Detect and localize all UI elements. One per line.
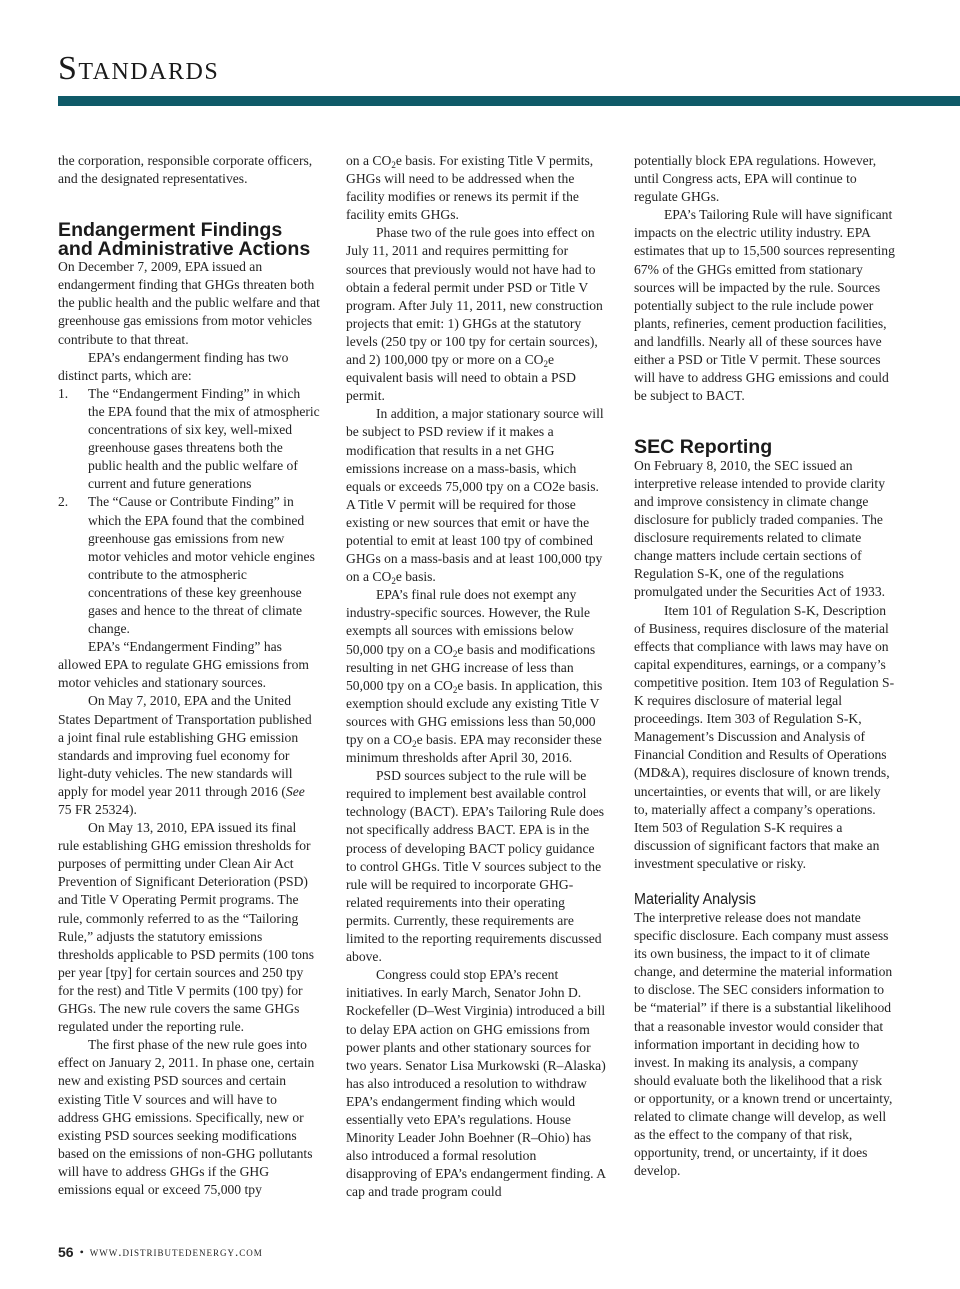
paragraph: EPA’s Tailoring Rule will have significant impacts on the electric utility industry. EPA estimates that up to 15,500 sources representing 67% of the GHGs emitted from stationary sources will be impacted by the rule. Sources potentially subject to the rule include power plants, refineries, cement production facilities, and landfills. Nearly all of these sources have either a PSD or Title V permit. These sources will have to address GHG emissions and could be subject to BACT. bbox=[634, 207, 895, 404]
paragraph: potentially block EPA regulations. However, until Congress acts, EPA will continue to regulate GHGs. bbox=[634, 153, 877, 205]
paragraph: In addition, a major stationary source will be subject to PSD review if it makes a modification that results in a net GHG emissions increase on a mass-basis, which equals or exceeds 75,000 tpy on a CO2e basis. A Title V permit will be required for those existing or new sources that emit or have the potential to emit at least 100 tpy of combined GHGs on a mass-basis and at least 100,000 tpy on a $CO_2e$ basis. bbox=[346, 406, 604, 587]
paragraph: The first phase of the new rule goes into effect on January 2, 2011. In phase one, certain new and existing PSD sources and certain existing Title V sources and will have to address GHG emissions. Specifically, new or existing PSD sources seeking modifications based on the emissions of non-GHG pollutants will have to address GHGs if the GHG emissions equal or exceed 75,000 tpy bbox=[58, 1037, 315, 1197]
section-title: Standards bbox=[58, 50, 220, 87]
column-1 bbox=[58, 152, 320, 1199]
page-number: 56 bbox=[58, 1244, 74, 1260]
paragraph: EPA’s endangerment finding has two distinct parts, which are: bbox=[58, 349, 289, 383]
heading-materiality-analysis: Materiality Analysis bbox=[634, 890, 756, 908]
paragraph: EPA’s final rule does not exempt any industry-specific sources. However, the Rule exempts all sources with emissions below 50,000 tpy on a $CO_2e$ basis and modifications resulting in net GHG increase of less than 50,000 tpy on a $CO_2e$ basis. In application, this exemption should exclude any existing Title V sources with GHG emissions less than 50,000 tpy on a $CO_2e$ basis. EPA may reconsider these minimum thresholds after April 30, 2016. bbox=[346, 587, 603, 766]
list-item bbox=[58, 493, 320, 638]
column-3 bbox=[634, 152, 896, 1180]
paragraph: the corporation, responsible corporate officers, and the designated representatives. bbox=[58, 153, 313, 187]
paragraph: On May 13, 2010, EPA issued its final rule establishing GHG emission thresholds for purposes of permitting under Clean Air Act Prevention of Significant Deterioration (PSD) and Title V Operating Permit programs. The rule, commonly referred to as the “Tailoring Rule,” adjusts the statutory emissions thresholds applicable to PSD permits (100 tons per year [tpy] for certain sources and 250 tpy for the rest) and Title V permits (100 tpy) for GHGs. The new rule covers the same GHGs regulated under the reporting rule. bbox=[58, 820, 314, 1035]
footer-url[interactable]: www.distributedenergy.com bbox=[89, 1244, 263, 1259]
footer-bullet: • bbox=[79, 1244, 84, 1259]
paragraph: The interpretive release does not mandate specific disclosure. Each company must assess its own business, the impact to it of climate change, and determine the material information to disclose. The SEC considers information to be “material” if there is a substantial likelihood that a reasonable investor would consider that information important in deciding how to invest. In making its analysis, a company should evaluate both the likelihood that a risk or opportunity, or a known trend or uncertainty, related to climate change will develop, as well as the effect to the company of that risk, opportunity, trend, or uncertainty, if it does develop. bbox=[634, 909, 893, 1179]
paragraph: Item 101 of Regulation S-K, Description of Business, requires disclosure of the material effects that compliance with laws may have on capital expenditures, earnings, or a company’s competitive position. Item 103 of Regulation S-K requires disclosure of material legal proceedings. Item 303 of Regulation S-K, Management’s Discussion and Analysis of Financial Condition and Results of Operations (MD&A), requires disclosure of known trends, uncertainties, or events that will, or are likely to, materially affect a company’s operations. Item 503 of Regulation S-K requires a discussion of significant factors that make an investment speculative or risky. bbox=[634, 602, 895, 871]
paragraph: PSD sources subject to the rule will be required to implement best available control technology (BACT). EPA’s Tailoring Rule does not specifically address BACT. EPA is in the process of developing BACT policy guidance to control GHGs. Title V sources subject to the rule will be required to incorporate GHG-related requirements into their operating permits. Currently, these requirements are limited to the reporting requirements discussed above. bbox=[346, 768, 605, 965]
heading-sec-reporting: SEC Reporting bbox=[634, 436, 773, 459]
list-text: The “Endangerment Finding” in which the EPA found that the mix of atmospheric concentrations of six key, well-mixed greenhouse gases threatens both the public health and the public welfare of current and future generations bbox=[88, 385, 320, 492]
paragraph: EPA’s “Endangerment Finding” has allowed EPA to regulate GHG emissions from motor vehicles and stationary sources. bbox=[58, 639, 309, 691]
list-number: 1. bbox=[58, 385, 69, 401]
paragraph: On February 8, 2010, the SEC issued an interpretive release intended to provide clarity and improve consistency in climate change disclosure for publicly traded companies. The disclosure requirements related to climate change matters include certain sections of Regulation S-K, one of the regulations promulgated under the Securities Act of 1933. bbox=[634, 457, 886, 600]
list-text: The “Cause or Contribute Finding” in which the EPA found that the combined greenhouse gas emissions from new motor vehicles and motor vehicle engines contribute to the atmospheric concentrations of these key greenhouse gases and hence to the threat of climate change. bbox=[88, 494, 315, 637]
header-rule-bar bbox=[58, 96, 960, 106]
heading-endangerment-findings: Endangerment Findings and Administrative Actions bbox=[58, 219, 311, 260]
list-number: 2. bbox=[58, 494, 69, 510]
paragraph: On December 7, 2009, EPA issued an endangerment finding that GHGs threaten both the public health and the public welfare and that greenhouse gas emissions from motor vehicles contribute to that threat. bbox=[58, 259, 320, 347]
paragraph: Congress could stop EPA’s recent initiatives. In early March, Senator John D. Rockefeller (D–West Virginia) introduced a bill to delay EPA action on GHG emissions from power plants and other stationary sources for two years. Senator Lisa Murkowski (R–Alaska) has also introduced a resolution to withdraw EPA’s endangerment finding which would essentially veto EPA’s regulations. House Minority Leader John Boehner (R–Ohio) has also introduced a formal resolution disapproving of EPA’s endangerment finding. A cap and trade program could bbox=[346, 967, 606, 1200]
paragraph: On May 7, 2010, EPA and the United States Department of Transportation published a joint final rule establishing GHG emission standards and improving fuel economy for light-duty vehicles. The new standards will apply for model year 2011 through 2016 (See 75 FR 25324). bbox=[58, 693, 312, 817]
page-footer bbox=[58, 1244, 263, 1260]
findings-list bbox=[58, 385, 320, 638]
paragraph: on a $CO_2e$ basis. For existing Title V permits, GHGs will need to be addressed when the facility modifies or renews its permit if the facility emits GHGs. bbox=[346, 153, 594, 223]
list-item bbox=[58, 385, 320, 494]
column-2 bbox=[346, 152, 608, 1201]
paragraph: Phase two of the rule goes into effect on July 11, 2011 and requires permitting for sources that previously would not have had to obtain a federal permit under PSD or Title V program. After July 11, 2011, new construction projects that emit: 1) GHGs at the statutory levels (250 tpy or 100 tpy for certain sources), and 2) 100,000 tpy or more on a $CO_2e$ equivalent basis will need to obtain a PSD permit. bbox=[346, 225, 603, 404]
